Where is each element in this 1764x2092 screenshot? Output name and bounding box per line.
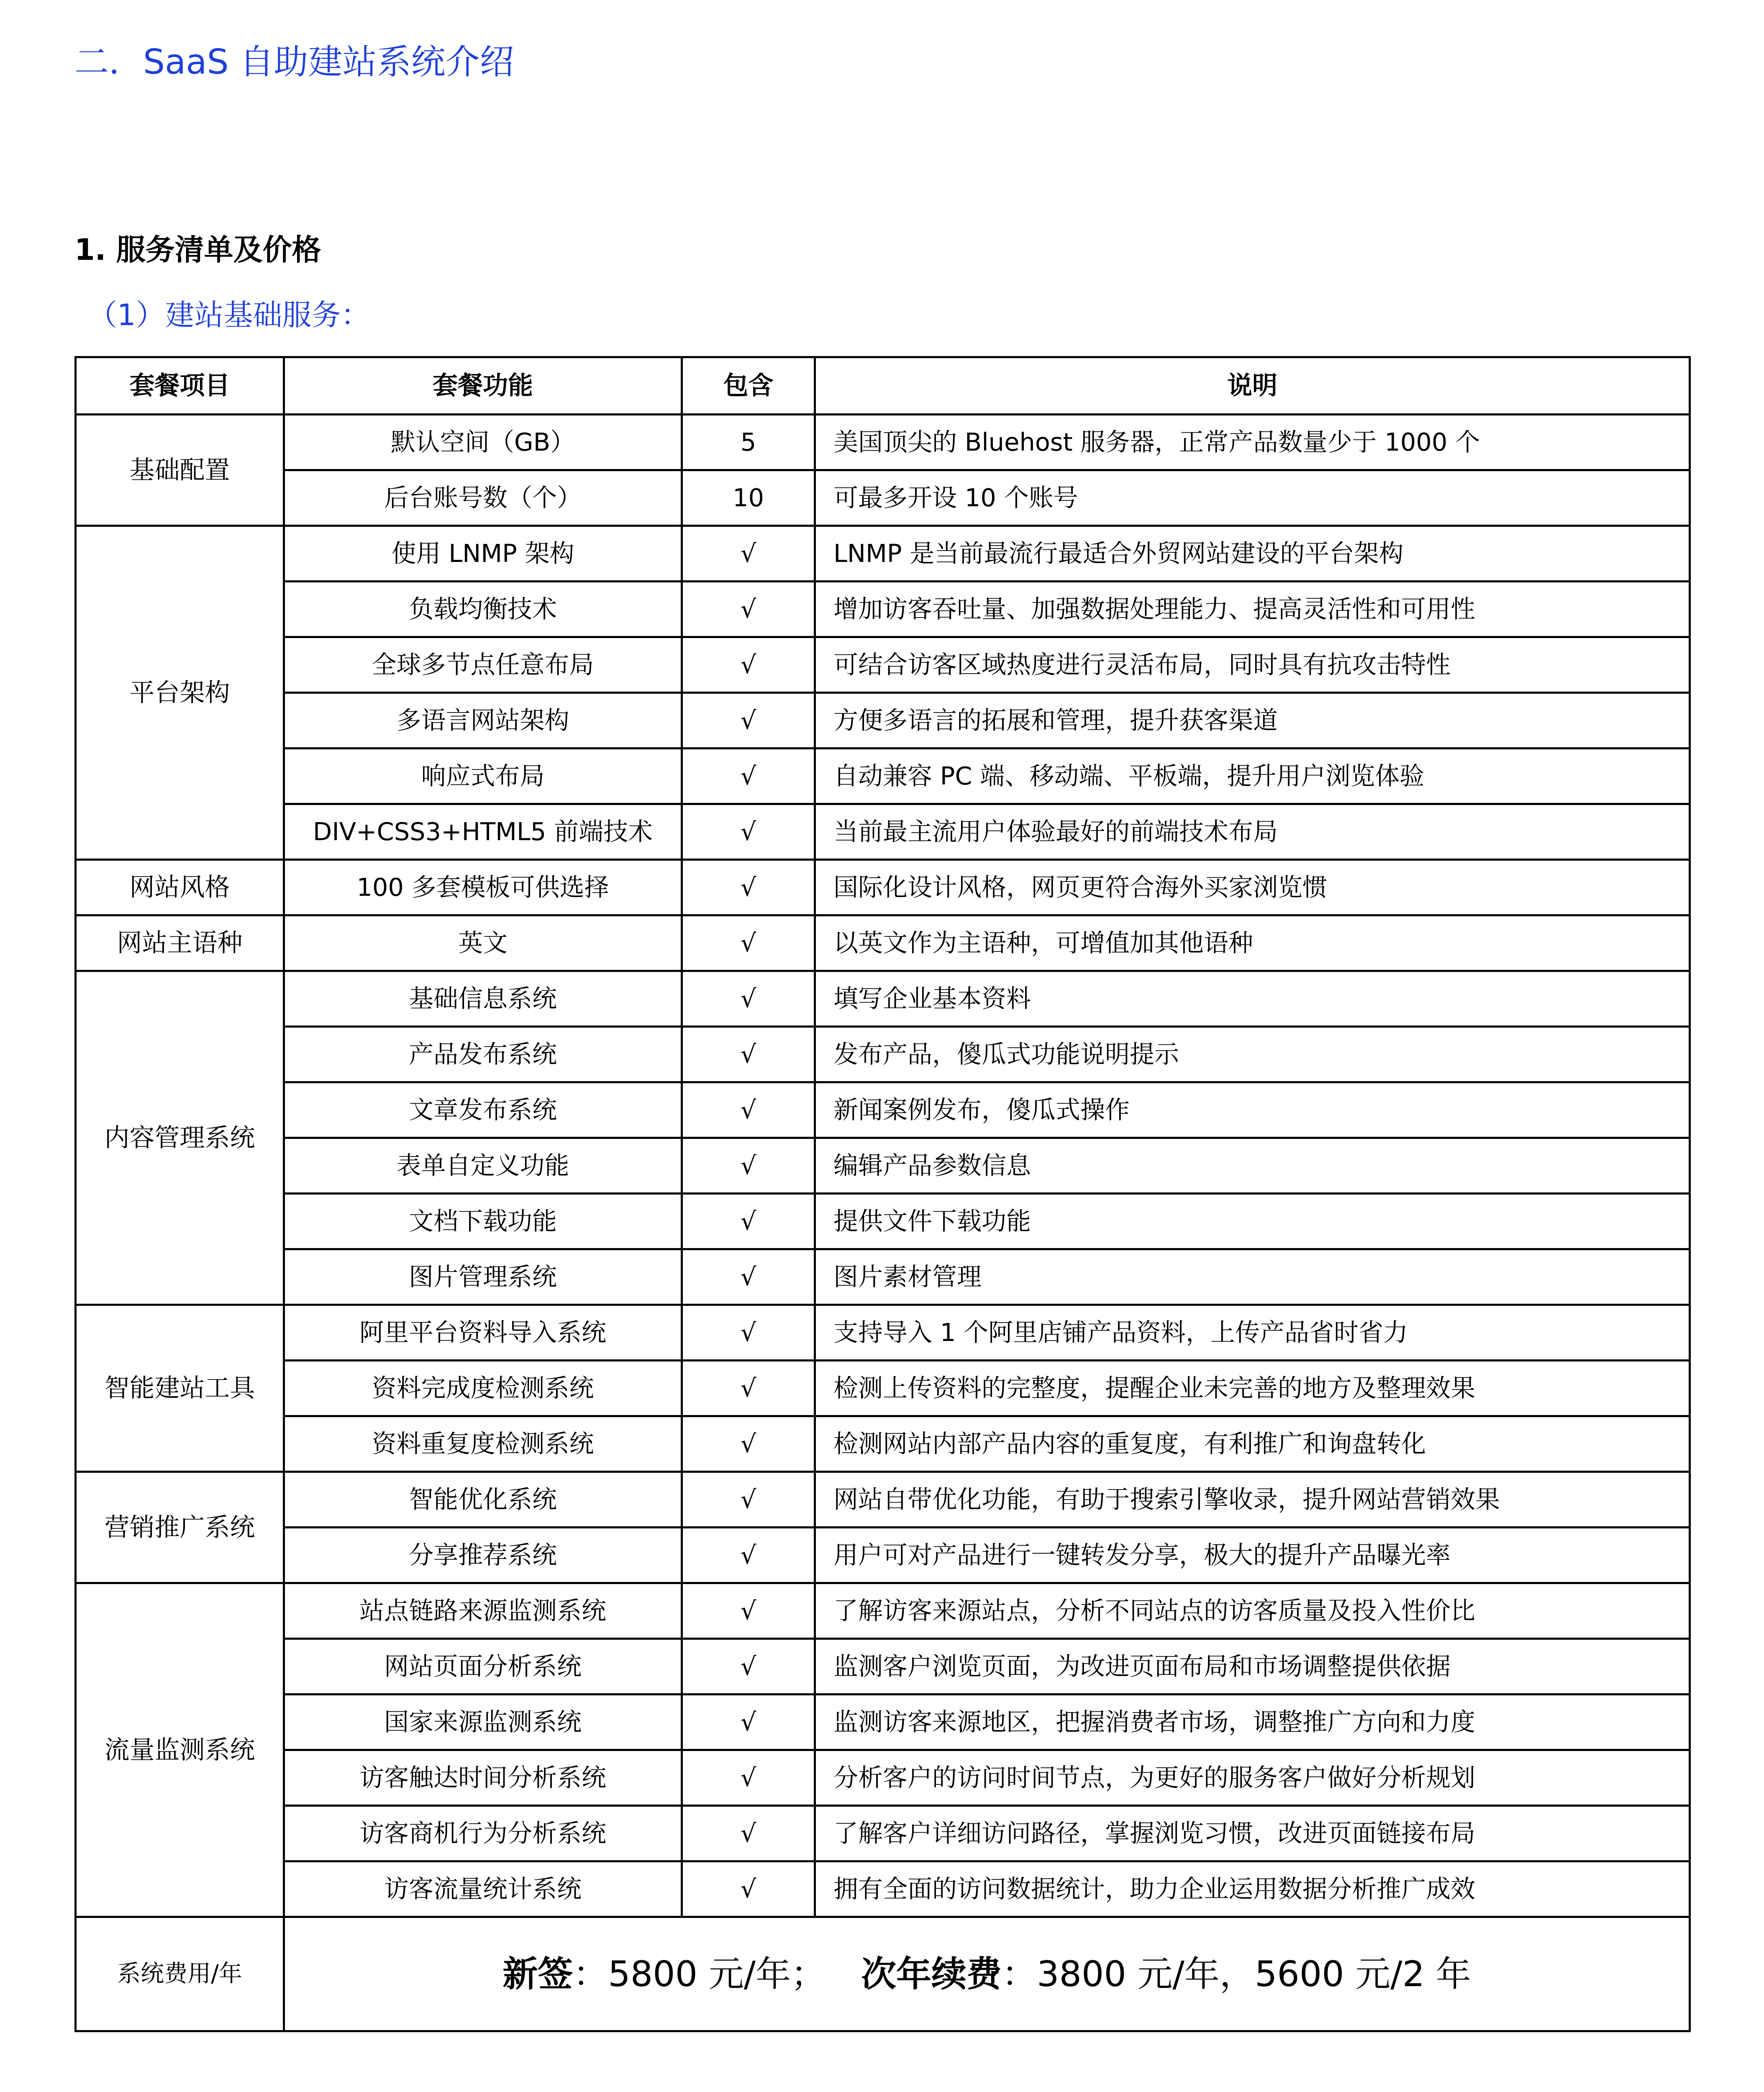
table-row	[76, 1583, 1690, 1639]
sub-sub-heading: （1）建站基础服务：	[88, 298, 370, 332]
table-row	[76, 582, 1690, 637]
fee-value	[284, 1917, 1690, 2031]
description-cell: 美国顶尖的 Bluehost 服务器，正常产品数量少于 1000 个	[815, 415, 1690, 470]
description-cell: 可结合访客区域热度进行灵活布局，同时具有抗攻击特性	[815, 637, 1690, 693]
include-cell: √	[682, 1750, 815, 1806]
feature-cell: 国家来源监测系统	[284, 1695, 682, 1750]
table-row	[76, 1639, 1690, 1695]
include-cell: √	[682, 1583, 815, 1639]
description-cell: 检测上传资料的完整度，提醒企业未完善的地方及整理效果	[815, 1361, 1690, 1416]
include-cell: √	[682, 1194, 815, 1249]
description-cell: 填写企业基本资料	[815, 971, 1690, 1027]
table-row	[76, 470, 1690, 526]
feature-cell: 使用 LNMP 架构	[284, 526, 682, 582]
description-cell: 网站自带优化功能，有助于搜索引擎收录，提升网站营销效果	[815, 1472, 1690, 1528]
description-cell: 了解访客来源站点，分析不同站点的访客质量及投入性价比	[815, 1583, 1690, 1639]
table-row	[76, 415, 1690, 470]
feature-cell: 文档下载功能	[284, 1194, 682, 1249]
fee-label: 系统费用/年	[76, 1917, 284, 2031]
table-row	[76, 1249, 1690, 1305]
description-cell: 图片素材管理	[815, 1249, 1690, 1305]
description-cell: 以英文作为主语种，可增值加其他语种	[815, 915, 1690, 971]
description-cell: 拥有全面的访问数据统计，助力企业运用数据分析推广成效	[815, 1861, 1690, 1917]
description-cell: 编辑产品参数信息	[815, 1138, 1690, 1194]
description-cell: 当前最主流用户体验最好的前端技术布局	[815, 804, 1690, 860]
table-row	[76, 1361, 1690, 1416]
category-cell: 内容管理系统	[76, 971, 284, 1305]
feature-cell: 访客商机行为分析系统	[284, 1806, 682, 1861]
table-row	[76, 1528, 1690, 1583]
table-row	[76, 804, 1690, 860]
feature-cell: 资料完成度检测系统	[284, 1361, 682, 1416]
include-cell: 10	[682, 470, 815, 526]
include-cell: √	[682, 749, 815, 804]
category-cell: 流量监测系统	[76, 1583, 284, 1917]
feature-cell: 阿里平台资料导入系统	[284, 1305, 682, 1361]
feature-cell: 默认空间（GB）	[284, 415, 682, 470]
category-cell: 平台架构	[76, 526, 284, 860]
service-table	[74, 356, 1691, 2032]
include-cell: √	[682, 1861, 815, 1917]
table-row	[76, 1082, 1690, 1138]
table-row	[76, 1138, 1690, 1194]
category-cell: 基础配置	[76, 415, 284, 526]
include-cell: √	[682, 1027, 815, 1082]
include-cell: √	[682, 971, 815, 1027]
header-cell: 套餐项目	[76, 357, 284, 415]
fee-row	[76, 1917, 1690, 2031]
table-row	[76, 1194, 1690, 1249]
feature-cell: 后台账号数（个）	[284, 470, 682, 526]
include-cell: √	[682, 637, 815, 693]
description-cell: 可最多开设 10 个账号	[815, 470, 1690, 526]
feature-cell: 100 多套模板可供选择	[284, 860, 682, 915]
feature-cell: 多语言网站架构	[284, 693, 682, 749]
feature-cell: 英文	[284, 915, 682, 971]
table-row	[76, 971, 1690, 1027]
table-row	[76, 1416, 1690, 1472]
include-cell: √	[682, 1416, 815, 1472]
include-cell: √	[682, 526, 815, 582]
table-row	[76, 1027, 1690, 1082]
feature-cell: DIV+CSS3+HTML5 前端技术	[284, 804, 682, 860]
fee-new-value: ：5800 元/年；	[573, 1953, 826, 1995]
table-header-row	[76, 357, 1690, 415]
feature-cell: 产品发布系统	[284, 1027, 682, 1082]
feature-cell: 基础信息系统	[284, 971, 682, 1027]
feature-cell: 表单自定义功能	[284, 1138, 682, 1194]
include-cell: √	[682, 1806, 815, 1861]
description-cell: LNMP 是当前最流行最适合外贸网站建设的平台架构	[815, 526, 1690, 582]
include-cell: √	[682, 1528, 815, 1583]
description-cell: 支持导入 1 个阿里店铺产品资料，上传产品省时省力	[815, 1305, 1690, 1361]
description-cell: 提供文件下载功能	[815, 1194, 1690, 1249]
description-cell: 监测客户浏览页面，为改进页面布局和市场调整提供依据	[815, 1639, 1690, 1695]
header-cell: 说明	[815, 357, 1690, 415]
description-cell: 发布产品，傻瓜式功能说明提示	[815, 1027, 1690, 1082]
include-cell: √	[682, 1138, 815, 1194]
table-row	[76, 1806, 1690, 1861]
include-cell: √	[682, 1472, 815, 1528]
table-row	[76, 860, 1690, 915]
feature-cell: 负载均衡技术	[284, 582, 682, 637]
section-title: 二．SaaS 自助建站系统介绍	[74, 42, 514, 82]
category-cell: 营销推广系统	[76, 1472, 284, 1583]
feature-cell: 网站页面分析系统	[284, 1639, 682, 1695]
include-cell: √	[682, 860, 815, 915]
category-cell: 智能建站工具	[76, 1305, 284, 1472]
description-cell: 了解客户详细访问路径，掌握浏览习惯，改进页面链接布局	[815, 1806, 1690, 1861]
feature-cell: 站点链路来源监测系统	[284, 1583, 682, 1639]
feature-cell: 访客流量统计系统	[284, 1861, 682, 1917]
description-cell: 国际化设计风格，网页更符合海外买家浏览惯	[815, 860, 1690, 915]
table-row	[76, 1695, 1690, 1750]
table-row	[76, 1750, 1690, 1806]
include-cell: √	[682, 915, 815, 971]
service-table-body	[76, 357, 1690, 2031]
feature-cell: 全球多节点任意布局	[284, 637, 682, 693]
description-cell: 自动兼容 PC 端、移动端、平板端，提升用户浏览体验	[815, 749, 1690, 804]
fee-new-label: 新签	[503, 1953, 573, 1995]
category-cell: 网站主语种	[76, 915, 284, 971]
feature-cell: 图片管理系统	[284, 1249, 682, 1305]
table-row	[76, 693, 1690, 749]
description-cell: 检测网站内部产品内容的重复度，有利推广和询盘转化	[815, 1416, 1690, 1472]
feature-cell: 文章发布系统	[284, 1082, 682, 1138]
description-cell: 新闻案例发布，傻瓜式操作	[815, 1082, 1690, 1138]
include-cell: √	[682, 1361, 815, 1416]
table-row	[76, 637, 1690, 693]
table-row	[76, 526, 1690, 582]
header-cell: 包含	[682, 357, 815, 415]
fee-renew-value: ：3800 元/年，5600 元/2 年	[1002, 1953, 1471, 1995]
include-cell: √	[682, 1695, 815, 1750]
table-row	[76, 1472, 1690, 1528]
include-cell: √	[682, 1305, 815, 1361]
feature-cell: 响应式布局	[284, 749, 682, 804]
sub-heading: 1. 服务清单及价格	[74, 233, 321, 267]
include-cell: 5	[682, 415, 815, 470]
description-cell: 方便多语言的拓展和管理，提升获客渠道	[815, 693, 1690, 749]
feature-cell: 智能优化系统	[284, 1472, 682, 1528]
category-cell: 网站风格	[76, 860, 284, 915]
table-row	[76, 915, 1690, 971]
include-cell: √	[682, 1082, 815, 1138]
description-cell: 监测访客来源地区，把握消费者市场，调整推广方向和力度	[815, 1695, 1690, 1750]
description-cell: 分析客户的访问时间节点，为更好的服务客户做好分析规划	[815, 1750, 1690, 1806]
description-cell: 用户可对产品进行一键转发分享，极大的提升产品曝光率	[815, 1528, 1690, 1583]
fee-renew-label: 次年续费	[861, 1953, 1002, 1995]
include-cell: √	[682, 582, 815, 637]
include-cell: √	[682, 804, 815, 860]
header-cell: 套餐功能	[284, 357, 682, 415]
table-row	[76, 1861, 1690, 1917]
include-cell: √	[682, 693, 815, 749]
feature-cell: 资料重复度检测系统	[284, 1416, 682, 1472]
feature-cell: 访客触达时间分析系统	[284, 1750, 682, 1806]
description-cell: 增加访客吞吐量、加强数据处理能力、提高灵活性和可用性	[815, 582, 1690, 637]
table-row	[76, 1305, 1690, 1361]
include-cell: √	[682, 1639, 815, 1695]
include-cell: √	[682, 1249, 815, 1305]
feature-cell: 分享推荐系统	[284, 1528, 682, 1583]
table-row	[76, 749, 1690, 804]
